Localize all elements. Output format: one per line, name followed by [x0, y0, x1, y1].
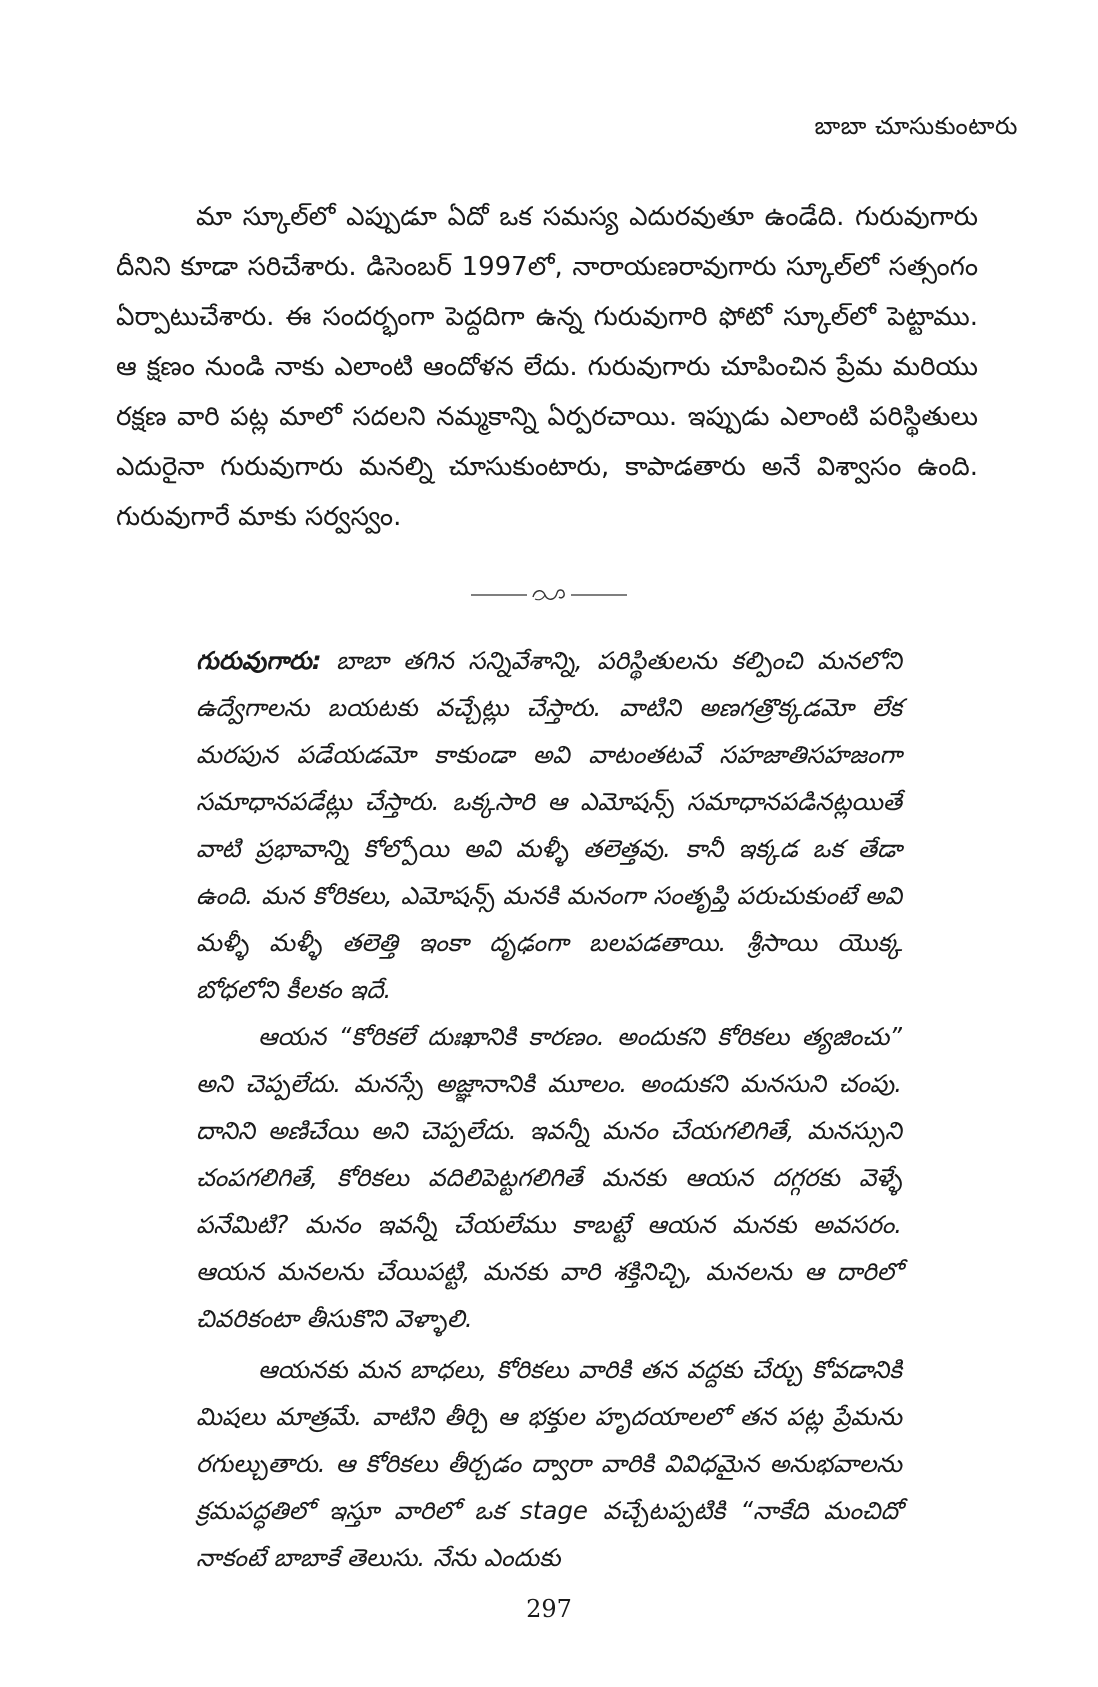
teaching-paragraph-1 — [196, 637, 902, 1013]
running-header: బాబా చూసుకుంటారు — [814, 112, 1018, 140]
body-section-teaching — [196, 637, 902, 1581]
ornamental-divider — [469, 583, 629, 607]
speaker-label: గురువుగారు: — [196, 646, 322, 675]
teaching-paragraph-3: ఆయనకు మన బాధలు, కోరికలు వారికి తన వద్దకు చేర్చు కోవడానికి మిషలు మాత్రమే. వాటిని తీర్చి ఆ భక్తుల హృదయాలలో తన పట్ల ప్రేమను రగుల్చుతారు. ఆ కోరికలు తీర్చడం ద్వారా వారికి వివిధమైన అనుభవాలను క్రమపద్ధతిలో ఇస్తూ వారిలో ఒక stage వచ్చేటప్పటికి “నాకేది మంచిదో నాకంటే బాబాకే తెలుసు. నేను ఎందుకు — [196, 1355, 902, 1572]
narrative-paragraph: మా స్కూల్‌లో ఎప్పుడూ ఏదో ఒక సమస్య ఎదురవుతూ ఉండేది. గురువుగారు దీనిని కూడా సరిచేశారు. డిసెంబర్ 1997లో, నారాయణరావుగారు స్కూల్‌లో సత్సంగం ఏర్పాటుచేశారు. ఈ సందర్భంగా పెద్దదిగా ఉన్న గురువుగారి ఫోటో స్కూల్‌లో పెట్టాము. ఆ క్షణం నుండి నాకు ఎలాంటి ఆందోళన లేదు. గురువుగారు చూపించిన ప్రేమ మరియు రక్షణ వారి పట్ల మాలో సదలని నమ్మకాన్ని ఏర్పరచాయి. ఇప్పుడు ఎలాంటి పరిస్థితులు ఎదురైనా గురువుగారు మనల్ని చూసుకుంటారు, కాపాడతారు అనే విశ్వాసం ఉంది. గురువుగారే మాకు సర్వస్వం. — [116, 202, 978, 532]
teaching-paragraph-2: ఆయన “కోరికలే దుఃఖానికి కారణం. అందుకని కోరికలు త్యజించు” అని చెప్పలేదు. మనస్సే అజ్ఞానానికి మూలం. అందుకని మనసుని చంపు. దానిని అణిచేయి అని చెప్పలేదు. ఇవన్నీ మనం చేయగలిగితే, మనస్సుని చంపగలిగితే, కోరికలు వదిలిపెట్టగలిగితే మనకు ఆయన దగ్గరకు వెళ్ళే పనేమిటి? మనం ఇవన్నీ చేయలేము కాబట్టే ఆయన మనకు అవసరం. ఆయన మనలను చేయిపట్టి, మనకు వారి శక్తినిచ్చి, మనలను ఆ దారిలో చివరికంటా తీసుకొని వెళ్ళాలి. — [196, 1022, 902, 1333]
teaching-paragraph-1-text: బాబా తగిన సన్నివేశాన్ని, పరిస్థితులను కల్పించి మనలోని ఉద్వేగాలను బయటకు వచ్చేట్లు చేస్తారు. వాటిని అణగత్రొక్కడమో లేక మరపున పడేయడమో కాకుండా అవి వాటంతటవే సహజాతిసహజంగా సమాధానపడేట్లు చేస్తారు. ఒక్కసారి ఆ ఎమోషన్స్ సమాధానపడినట్లయితే వాటి ప్రభావాన్ని కోల్పోయి అవి మళ్ళీ తలెత్తవు. కానీ ఇక్కడ ఒక తేడా ఉంది. మన కోరికలు, ఎమోషన్స్ మనకి మనంగా సంతృప్తి పరుచుకుంటే అవి మళ్ళీ మళ్ళీ తలెత్తి ఇంకా దృఢంగా బలపడతాయి. శ్రీసాయి యొక్క బోధలోని కీలకం ఇదే. — [196, 646, 902, 1004]
body-section-narrative — [116, 192, 978, 542]
page-number: 297 — [526, 1595, 572, 1623]
ornamental-flourish-icon — [469, 583, 629, 607]
